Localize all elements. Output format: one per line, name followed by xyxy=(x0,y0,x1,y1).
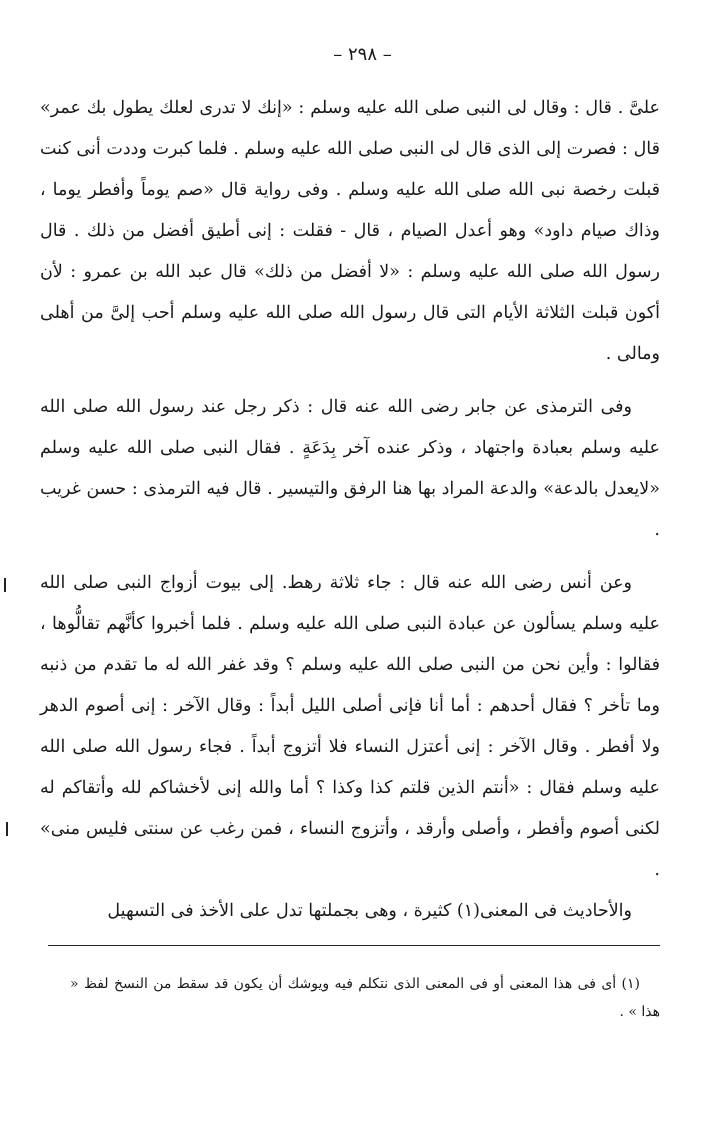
footnote: (١) أى فى هذا المعنى أو فى المعنى الذى نتكلم فيه ويوشك أن يكون قد سقط من النسخ لفظ « هذا » . xyxy=(70,976,660,1020)
footnote-divider xyxy=(48,945,660,946)
paragraph-tirmidhi-jabir: وفى الترمذى عن جابر رضى الله عنه قال : ذكر رجل عند رسول الله صلى الله عليه وسلم بعبادة واجتهاد ، وذكر عنده آخر بِدَعَةٍ . فقال النبى صلى الله عليه وسلم «لايعدل بالدعة» والدعة المراد بها هنا الرفق والتيسير . قال فيه الترمذى : حسن غريب . xyxy=(40,397,660,540)
edge-mark xyxy=(6,822,8,836)
body-text xyxy=(40,88,660,932)
paragraph-hadith-abdullah-ibn-amr: علىَّ . قال : وقال لى النبى صلى الله عليه وسلم : «إنك لا تدرى لعلك يطول بك عمر» قال : فصرت إلى الذى قال لى النبى صلى الله عليه وسلم . فلما كبرت وددت أنى كنت قبلت رخصة نبى الله صلى الله عليه وسلم . وفى رواية قال «صم يوماً وأفطر يوما ، وذاك صيام داود» وهو أعدل الصيام ، قال - فقلت : إنى أطيق أفضل من ذلك . قال رسول الله صلى الله عليه وسلم : «لا أفضل من ذلك» قال عبد الله بن عمرو : لأن أكون قبلت الثلاثة الأيام التى قال رسول الله صلى الله عليه وسلم أحب إلىَّ من أهلى ومالى . xyxy=(40,98,660,364)
paragraph-conclusion: والأحاديث فى المعنى(١) كثيرة ، وهى بجملتها تدل على الأخذ فى التسهيل xyxy=(107,901,632,921)
paragraph-anas-three-men: وعن أنس رضى الله عنه قال : جاء ثلاثة رهط. إلى بيوت أزواج النبى صلى الله عليه وسلم يسألون عن عبادة النبى صلى الله عليه وسلم . فلما أخبروا كأنَّهم تقالُّوها ، فقالوا : وأين نحن من النبى صلى الله عليه وسلم ؟ وقد غفر الله له ما تقدم من ذنبه وما تأخر ؟ فقال أحدهم : أما أنا فإنى أصلى الليل أبداً : وقال الآخر : إنى أصوم الدهر ولا أفطر . وقال الآخر : إنى أعتزل النساء فلا أتزوج أبداً . فجاء رسول الله صلى الله عليه وسلم فقال : «أنتم الذين قلتم كذا وكذا ؟ أما والله إنى لأخشاكم لله وأتقاكم له لكنى أصوم وأفطر ، وأصلى وأرقد ، وأتزوج النساء ، فمن رغب عن سنتى فليس منى» . xyxy=(40,573,660,880)
page-number: – ٢٩٨ – xyxy=(333,44,392,65)
edge-mark xyxy=(4,578,6,592)
